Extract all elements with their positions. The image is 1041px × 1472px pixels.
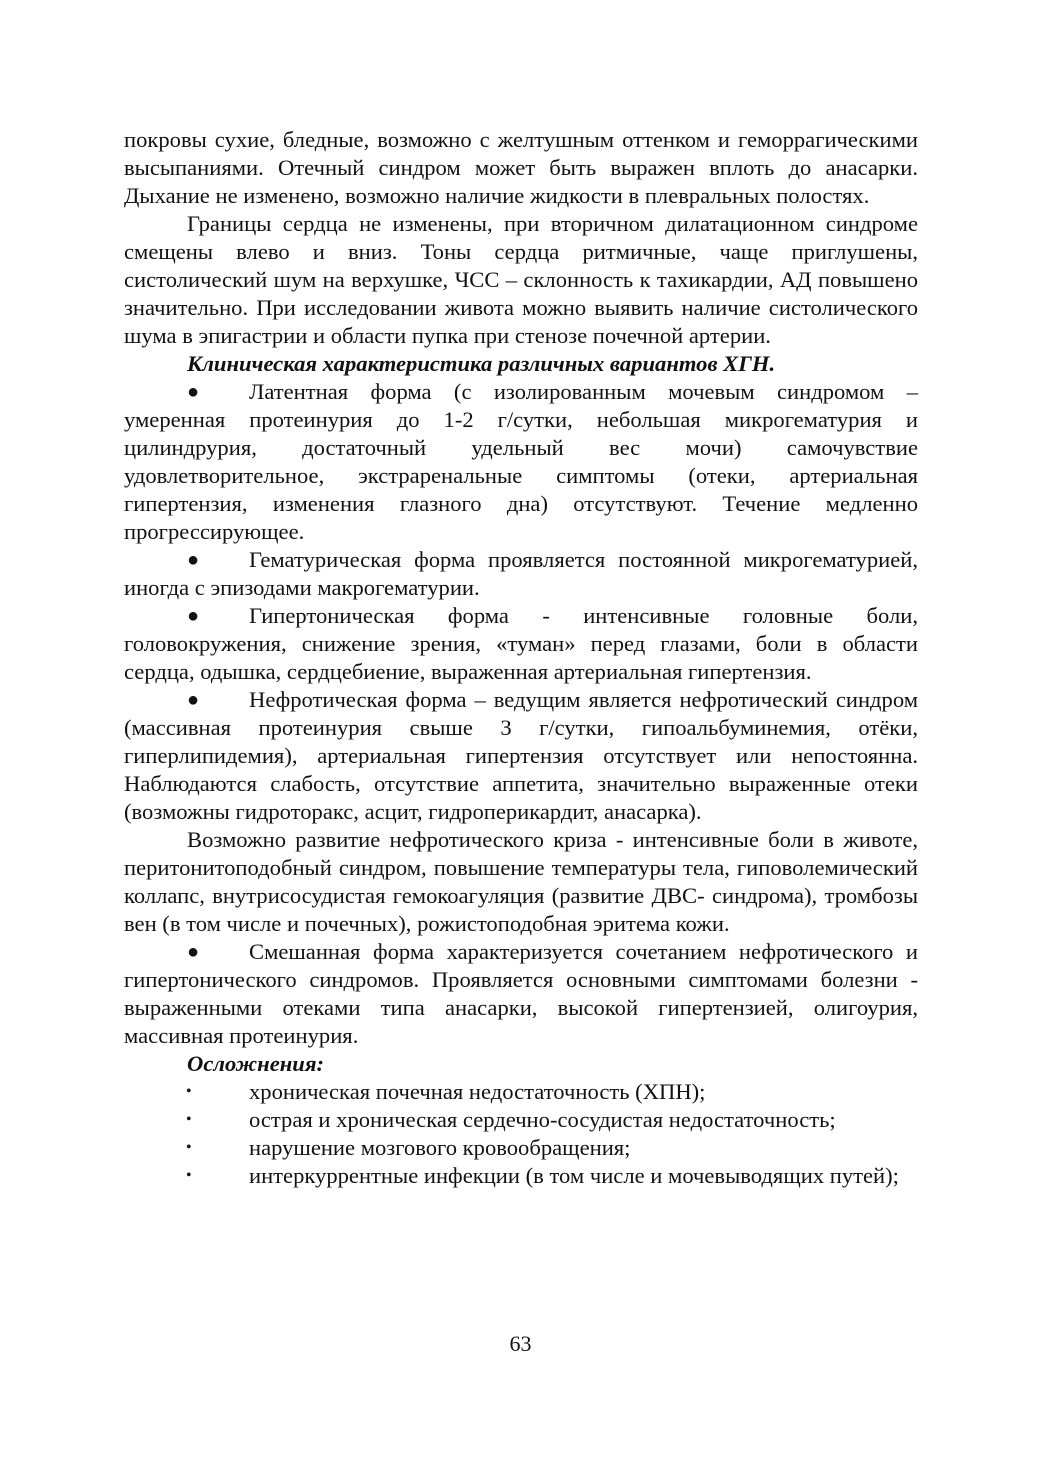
heading-clinical-variants: Клиническая характеристика различных вариантов ХГН. (187, 351, 776, 376)
bullet-icon: ● (187, 689, 200, 711)
bullet-icon: • (186, 1139, 192, 1156)
complications-list (124, 1078, 918, 1162)
bullet-icon: ● (187, 549, 200, 571)
list-item: • хроническая почечная недостаточность (ХПН); (186, 1079, 706, 1104)
form-hypertonic-text: Гипертоническая форма - интенсивные головные боли, головокружения, снижение зрения, «туман» перед глазами, боли в области сердца, одышка, сердцебиение, выраженная артериальная гипертензия. (124, 603, 918, 684)
page-body (124, 126, 918, 1190)
form-mixed-text: Смешанная форма характеризуется сочетанием нефротического и гипертонического синдромов. Проявляется основными симптомами болезни - выраженными отеками типа анасарки, высокой гипертензией, олигоурия, массивная протеинурия. (124, 939, 918, 1048)
form-hypertonic (124, 602, 918, 686)
form-latent (124, 378, 918, 546)
form-latent-text: Латентная форма (с изолированным мочевым синдромом – умеренная протеинурия до 1-2 г/сутки, небольшая микрогематурия и цилиндрурия, достаточный удельный вес мочи) самочувствие удовлетворительное, экстраренальные симптомы (отеки, артериальная гипертензия, изменения глазного дна) отсутствуют. Течение медленно прогрессирующее. (124, 379, 918, 544)
form-mixed (124, 938, 918, 1050)
list-item: • интеркуррентные инфекции (в том числе и мочевыводящих путей); (186, 1163, 899, 1188)
bullet-icon: ● (187, 941, 200, 963)
form-nephrotic (124, 686, 918, 826)
paragraph-heart: Границы сердца не изменены, при вторичном дилатационном синдроме смещены влево и вниз. Тоны сердца ритмичные, чаще приглушены, систолический шум на верхушке, ЧСС – склонность к тахикардии, АД повышено значительно. При исследовании живота можно выявить наличие систолического шума в эпигастрии и области пупка при стенозе почечной артерии. (124, 211, 918, 348)
bullet-icon: ● (187, 605, 200, 627)
bullet-icon: ● (187, 381, 200, 403)
list-item: • нарушение мозгового кровообращения; (186, 1135, 631, 1160)
bullet-icon: • (186, 1111, 192, 1128)
form-nephrotic-text: Нефротическая форма – ведущим является нефротический синдром (массивная протеинурия свыше 3 г/сутки, гипоальбуминемия, отёки, гиперлипидемия), артериальная гипертензия отсутствует или непостоянна. Наблюдаются слабость, отсутствие аппетита, значительно выраженные отеки (возможны гидроторакс, асцит, гидроперикардит, анасарка). (124, 687, 918, 824)
paragraph-skin-edema: покровы сухие, бледные, возможно с желтушным оттенком и геморрагическими высыпаниями. Отечный синдром может быть выражен вплоть до анасарки. Дыхание не изменено, возможно наличие жидкости в плевральных полостях. (124, 127, 918, 208)
form-hematuric-text: Гематурическая форма проявляется постоянной микрогематурией, иногда с эпизодами макрогематурии. (124, 547, 918, 600)
paragraph-nephrotic-crisis: Возможно развитие нефротического криза - интенсивные боли в животе, перитонитоподобный синдром, повышение температуры тела, гиповолемический коллапс, внутрисосудистая гемокоагуляция (развитие ДВС- синдрома), тромбозы вен (в том числе и почечных), рожистоподобная эритема кожи. (124, 827, 918, 936)
bullet-icon: • (186, 1167, 192, 1184)
heading-complications: Осложнения: (187, 1051, 325, 1076)
bullet-icon: • (186, 1083, 192, 1100)
page-number: 63 (509, 1331, 532, 1356)
list-item: • острая и хроническая сердечно-сосудистая недостаточность; (186, 1107, 836, 1132)
form-hematuric (124, 546, 918, 602)
